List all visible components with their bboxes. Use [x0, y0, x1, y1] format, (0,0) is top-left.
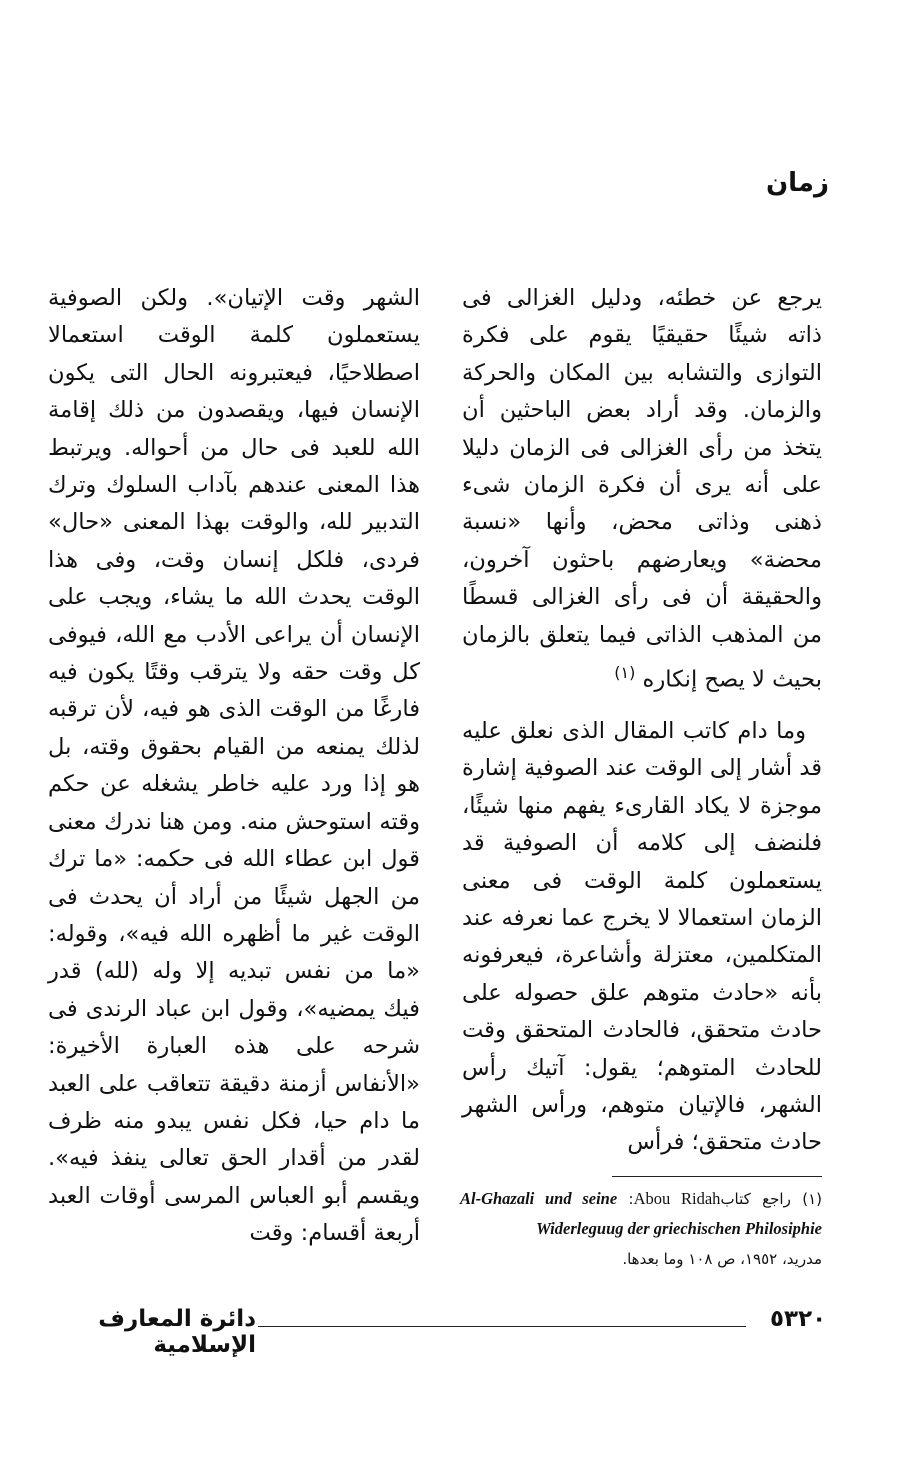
paragraph [462, 280, 822, 699]
footer-rule [258, 1326, 746, 1327]
paragraph-text: يرجع عن خطئه، ودليل الغزالى فى ذاته شيئًا حقيقيًا يقوم على فكرة التوازى والتشابه بين المكان والحركة والزمان. وقد أراد بعض الباحثين أن يتخذ من رأى الغزالى فى الزمان دليلا على أنه يرى أن فكرة الزمان شىء ذهنى وذاتى محض، وأنها «نسبة محضة» ويعارضهم باحثون آخرون، والحقيقة أن فى رأى الغزالى قسطًا من المذهب الذاتى فيما يتعلق بالزمان بحيث لا يصح إنكاره [462, 285, 822, 693]
publication-title: دائرة المعارف الإسلامية [98, 1306, 256, 1358]
footnote-imprint: مدريد، ١٩٥٢، ص ١٠٨ وما بعدها. [622, 1250, 822, 1268]
text-column-left [48, 280, 420, 1253]
page-number: ٥٣٢٠ [770, 1306, 827, 1332]
footnote: (١) راجع كتابAbou Ridah: Al-Ghazali und seine Widerleguug der griechischen Philosiphie مدريد، ١٩٥٢، ص ١٠٨ وما بعدها. [460, 1189, 822, 1268]
paragraph: الشهر وقت الإتيان». ولكن الصوفية يستعملون كلمة الوقت استعمالا اصطلاحيًا، فيعتبرونه الحال التى يكون الإنسان فيها، ويقصدون من ذلك إقامة الله للعبد فى حال من أحواله. ويرتبط هذا المعنى عندهم بآداب السلوك وترك التدبير لله، والوقت بهذا المعنى «حال» فردى، فلكل إنسان وقت، وفى هذا الوقت يحدث الله ما يشاء، ويجب على الإنسان أن يراعى الأدب مع الله، فيوفى كل وقت حقه ولا يترقب وقتًا يكون فيه فارغًا من الوقت الذى هو فيه، لأن ترقبه لذلك يمنعه من القيام بحقوق وقته، بل هو إذا ورد عليه خاطر يشغله عن حكم وقته استوحش منه. ومن هنا ندرك معنى قول ابن عطاء الله فى حكمه: «ما ترك من الجهل شيئًا من أراد أن يحدث فى الوقت غير ما أظهره الله فيه»، وقوله: «ما من نفس تبديه إلا وله (لله) قدر فيك يمضيه»، وقول ابن عباد الرندى فى شرحه على هذه العبارة الأخيرة: «الأنفاس أزمنة دقيقة تتعاقب على العبد ما دام حيا، فكل نفس يبدو منه ظرف لقدر من أقدار الحق تعالى ينفذ فيه». ويقسم أبو العباس المرسى أوقات العبد أربعة أقسام: وقت [48, 285, 420, 1247]
page-footer [0, 1306, 921, 1358]
footnote-author: Abou Ridah [633, 1189, 721, 1208]
footnote-reference[interactable]: (١) [614, 663, 636, 683]
footnote-marker: (١) راجع كتاب [720, 1190, 822, 1208]
running-header-title: زمان [765, 168, 829, 198]
footnote-separator [612, 1176, 822, 1177]
paragraph: وما دام كاتب المقال الذى نعلق عليه قد أشار إلى الوقت عند الصوفية إشارة موجزة لا يكاد القارىء يفهم منها شيئًا، فلنضف إلى كلامه أن الصوفية قد يستعملون كلمة الوقت فى معنى الزمان استعمالا لا يخرج عما نعرفه عند المتكلمين، معتزلة وأشاعرة، فيعرفونه بأنه «حادث متوهم علق حصوله على حادث متحقق، فالحادث المتحقق وقت للحادث المتوهم؛ يقول: آتيك رأس الشهر، فالإتيان متوهم، ورأس الشهر حادث متحقق؛ فرأس [462, 718, 822, 1156]
footnote-book-title: Al-Ghazali und seine Widerleguug der griechischen Philosiphie [460, 1189, 822, 1238]
text-column-right [462, 280, 822, 1162]
